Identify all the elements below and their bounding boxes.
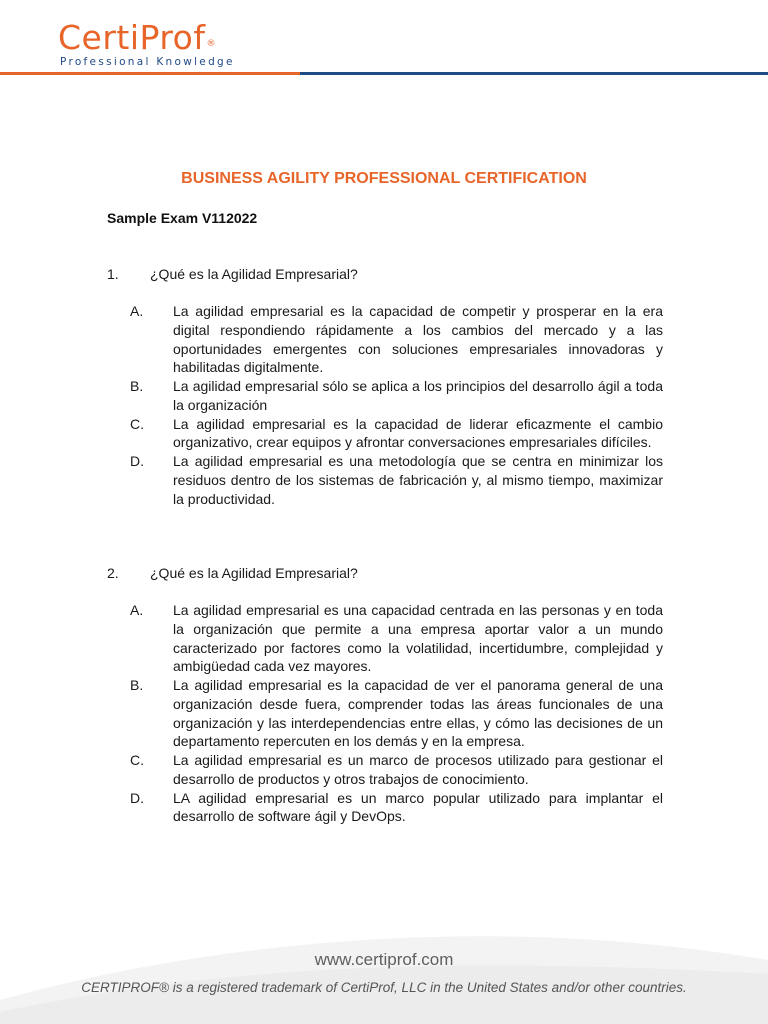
question-1: [107, 265, 663, 508]
certiprof-logo: [58, 18, 235, 68]
option-text: LA agilidad empresarial es un marco popular utilizado para implantar el desarrollo de software ágil y DevOps.: [173, 789, 663, 825]
question-header: [107, 265, 663, 284]
option-letter: B.: [130, 378, 144, 394]
question-text: ¿Qué es la Agilidad Empresarial?: [150, 565, 358, 581]
option-text: La agilidad empresarial es la capacidad de ver el panorama general de una organización desde fuera, comprender todas las áreas funcionales de una organización y las interdependencias entre ellas, y cómo las decisiones de un departamento repercuten en los demás y en la empresa.: [173, 677, 663, 750]
question-number: 2.: [107, 565, 119, 581]
option-letter: C.: [130, 415, 144, 432]
option-c: [107, 415, 663, 453]
logo-wordmark: [58, 18, 235, 58]
question-number: 1.: [107, 266, 119, 282]
option-text: La agilidad empresarial es una metodología que se centra en minimizar los residuos dentro de los sistemas de fabricación y, al mismo tiempo, maximizar la productividad.: [173, 453, 663, 507]
option-letter: C.: [130, 752, 144, 768]
option-list: [107, 601, 663, 826]
question-header: [107, 564, 663, 583]
option-text: La agilidad empresarial es la capacidad de liderar eficazmente el cambio organizativo, crear equipos y afrontar conversaciones empresariales difíciles.: [173, 415, 663, 451]
document-title: BUSINESS AGILITY PROFESSIONAL CERTIFICATION: [181, 170, 587, 187]
option-letter: A.: [130, 303, 144, 319]
logo-text: CertiProf: [58, 18, 206, 57]
option-letter: A.: [130, 602, 144, 618]
option-text: La agilidad empresarial es la capacidad de competir y prosperar en la era digital respondiendo rápidamente a los cambios del mercado y a las oportunidades emergentes con soluciones empresariales innovadoras y habilitadas digitalmente.: [173, 303, 663, 376]
option-text: La agilidad empresarial es una capacidad centrada en las personas y en toda la organización que permite a una empresa aportar valor a un mundo caracterizado por factores como la volatilidad, incertidumbre, complejidad y ambigüedad cada vez mayores.: [173, 602, 663, 675]
option-text: La agilidad empresarial es un marco de procesos utilizado para gestionar el desarrollo de productos y otros trabajos de conocimiento.: [173, 752, 663, 787]
header-divider-orange: [0, 72, 300, 75]
question-text: ¿Qué es la Agilidad Empresarial?: [150, 266, 358, 282]
option-text: La agilidad empresarial sólo se aplica a los principios del desarrollo ágil a toda la organización: [173, 378, 663, 413]
option-d: [107, 789, 663, 827]
option-list: [107, 302, 663, 508]
footer-trademark: CERTIPROF® is a registered trademark of CertiProf, LLC in the United States and/or other countries.: [81, 980, 687, 995]
option-d: [107, 452, 663, 508]
footer-wave-decoration: [0, 930, 768, 1024]
document-subtitle: Sample Exam V112022: [107, 210, 258, 226]
footer-website[interactable]: www.certiprof.com: [314, 950, 454, 969]
header-divider-blue: [300, 72, 768, 75]
option-letter: D.: [130, 453, 144, 469]
option-letter: D.: [130, 789, 144, 806]
registered-mark: ®: [206, 39, 216, 49]
option-c: [107, 751, 663, 789]
logo-tagline: Professional Knowledge: [60, 56, 235, 68]
question-2: [107, 564, 663, 826]
option-a: [107, 302, 663, 377]
option-b: [107, 676, 663, 751]
header-divider: [0, 72, 768, 75]
option-letter: B.: [130, 677, 144, 693]
option-b: [107, 377, 663, 415]
option-a: [107, 601, 663, 676]
